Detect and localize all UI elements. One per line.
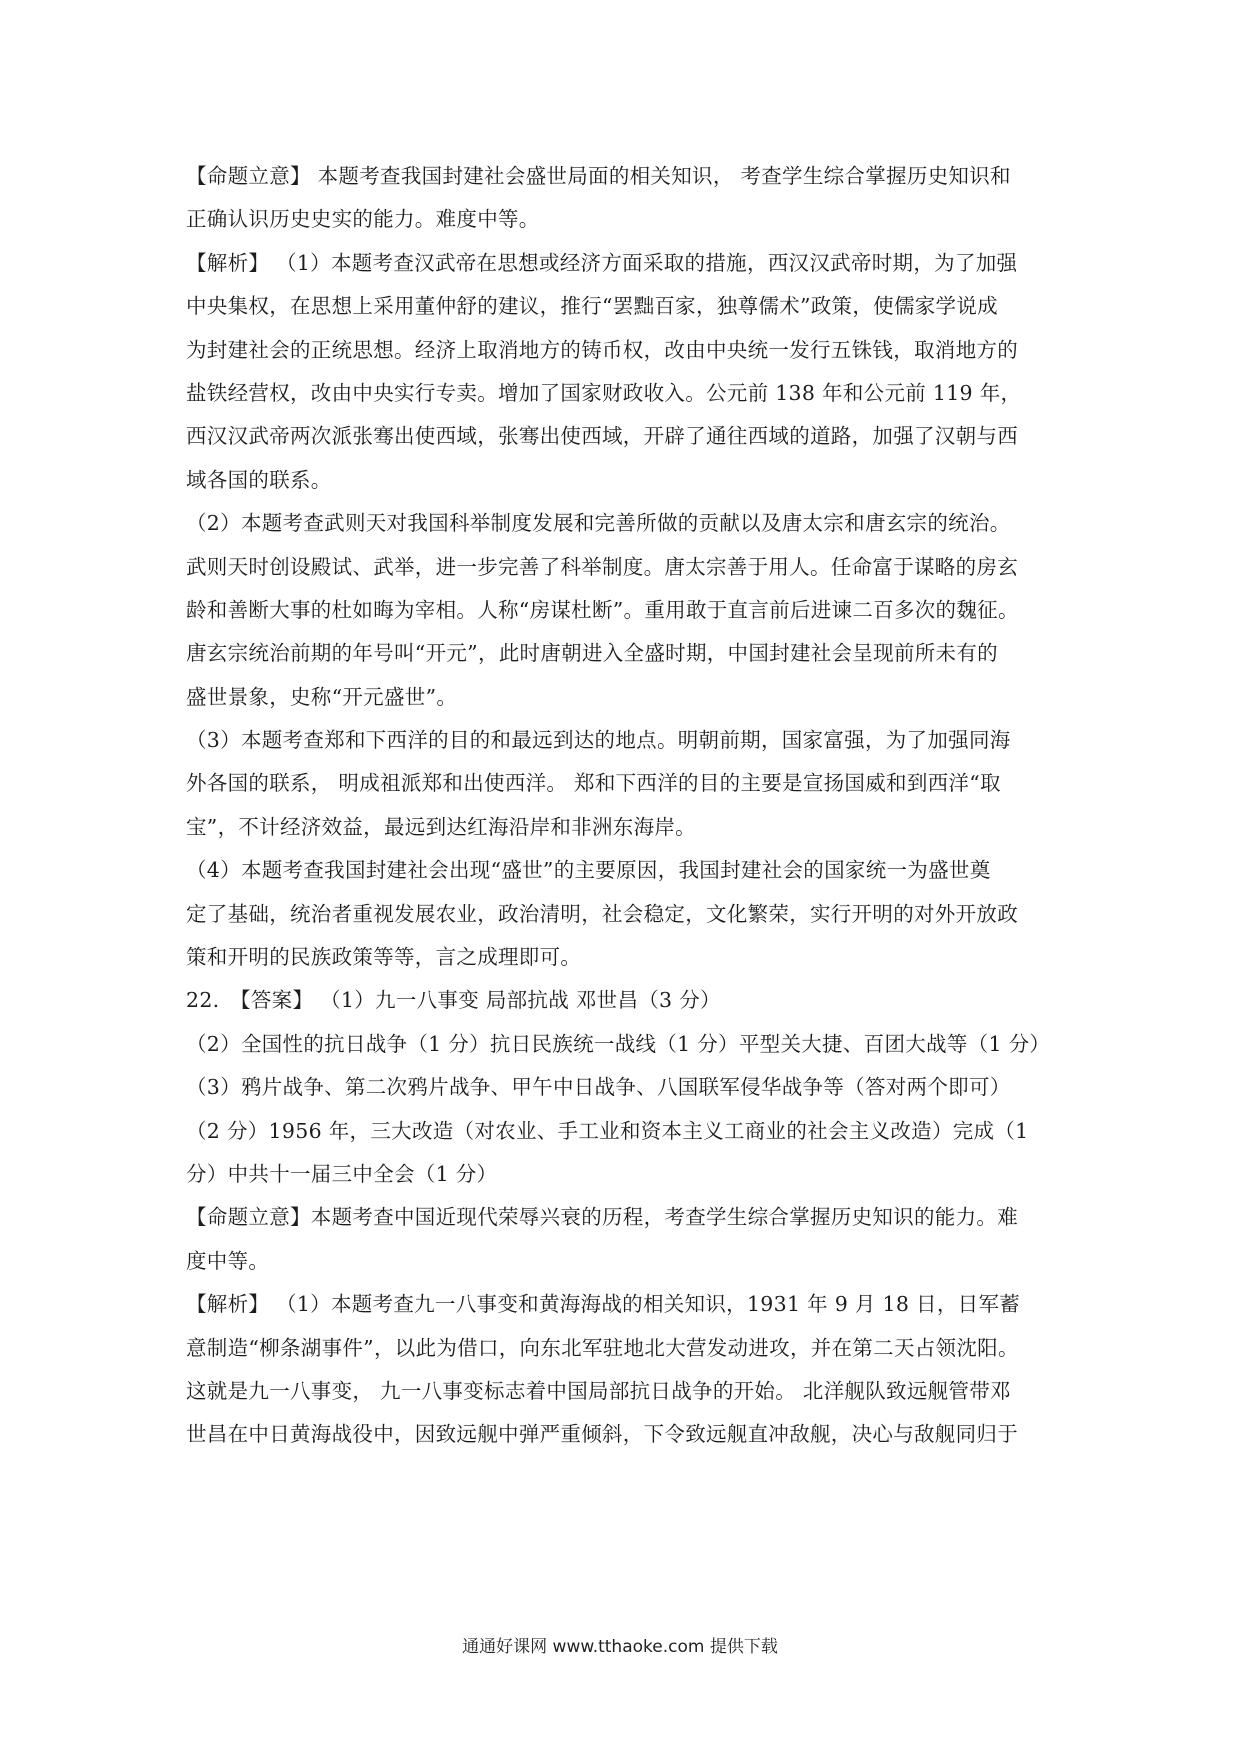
text-line: （2）全国性的抗日战争（1 分）抗日民族统一战线（1 分）平型关大捷、百团大战等（1 分）	[186, 1031, 1051, 1056]
question-22-answer-line: 22. 【答案】 （1）九一八事变 局部抗战 邓世昌（3 分）	[186, 988, 721, 1013]
text-line: 武则天时创设殿试、武举，进一步完善了科举制度。唐太宗善于用人。任命富于谋略的房玄	[186, 554, 1018, 579]
text-line: 盛世景象，史称“开元盛世”。	[186, 684, 458, 709]
text-line: 定了基础，统治者重视发展农业，政治清明，社会稳定，文化繁荣，实行开明的对外开放政	[186, 901, 1018, 926]
text-line: 策和开明的民族政策等等，言之成理即可。	[186, 945, 582, 970]
text-line: （2 分）1956 年，三大改造（对农业、手工业和资本主义工商业的社会主义改造）完成（1	[186, 1118, 1029, 1143]
page-footer: 通通好课网 www.tthaoke.com 提供下载	[462, 1637, 778, 1657]
text-line: 【命题立意】本题考查中国近现代荣辱兴衰的历程，考查学生综合掌握历史知识的能力。难	[186, 1205, 1018, 1230]
text-line: （3）本题考查郑和下西洋的目的和最远到达的地点。明朝前期，国家富强，为了加强同海	[186, 728, 1011, 753]
text-line: 宝”，不计经济效益，最远到达红海沿岸和非洲东海岸。	[186, 814, 696, 839]
answer-text-body	[186, 155, 1060, 1457]
text-line: 外各国的联系， 明成祖派郑和出使西洋。 郑和下西洋的目的主要是宣扬国威和到西洋“取	[186, 771, 1001, 796]
text-line: 盐铁经营权，改由中央实行专卖。增加了国家财政收入。公元前 138 年和公元前 119 年，	[186, 380, 1022, 405]
text-line: 中央集权，在思想上采用董仲舒的建议，推行“罢黜百家，独尊儒术”政策，使儒家学说成	[186, 294, 998, 319]
text-line: （3）鸦片战争、第二次鸦片战争、甲午中日战争、八国联军侵华战争等（答对两个即可）	[186, 1075, 1011, 1100]
text-line: 意制造“柳条湖事件”，以此为借口，向东北军驻地北大营发动进攻，并在第二天占领沈阳。	[186, 1335, 1019, 1360]
text-line: 西汉汉武帝两次派张骞出使西域，张骞出使西域，开辟了通往西域的道路，加强了汉朝与西	[186, 424, 1018, 449]
text-line: （4）本题考查我国封建社会出现“盛世”的主要原因，我国封建社会的国家统一为盛世奠	[186, 858, 991, 883]
text-line: 为封建社会的正统思想。经济上取消地方的铸币权，改由中央统一发行五铢钱，取消地方的	[186, 337, 1018, 362]
text-line: 度中等。	[186, 1248, 270, 1273]
text-line: 唐玄宗统治前期的年号叫“开元”，此时唐朝进入全盛时期，中国封建社会呈现前所未有的	[186, 641, 998, 666]
text-line: 正确认识历史史实的能力。难度中等。	[186, 207, 540, 232]
text-line: （2）本题考查武则天对我国科举制度发展和完善所做的贡献以及唐太宗和唐玄宗的统治。	[186, 511, 1011, 536]
text-line: 域各国的联系。	[186, 467, 332, 492]
text-line: 分）中共十一届三中全会（1 分）	[186, 1161, 498, 1186]
text-line: 【命题立意】 本题考查我国封建社会盛世局面的相关知识， 考查学生综合掌握历史知识和	[186, 164, 1011, 188]
text-line: 这就是九一八事变， 九一八事变标志着中国局部抗日战争的开始。 北洋舰队致远舰管带邓	[186, 1378, 1011, 1403]
text-line: 【解析】 （1）本题考查汉武帝在思想或经济方面采取的措施，西汉汉武帝时期，为了加强	[186, 250, 1018, 275]
text-line: 【解析】 （1）本题考查九一八事变和黄海海战的相关知识，1931 年 9 月 18 日，日军蓄	[186, 1292, 1021, 1317]
text-line: 世昌在中日黄海战役中，因致远舰中弹严重倾斜，下令致远舰直冲敌舰，决心与敌舰同归于	[186, 1422, 1018, 1447]
text-line: 龄和善断大事的杜如晦为宰相。人称“房谋杜断”。重用敢于直言前后进谏二百多次的魏征。	[186, 597, 1019, 622]
